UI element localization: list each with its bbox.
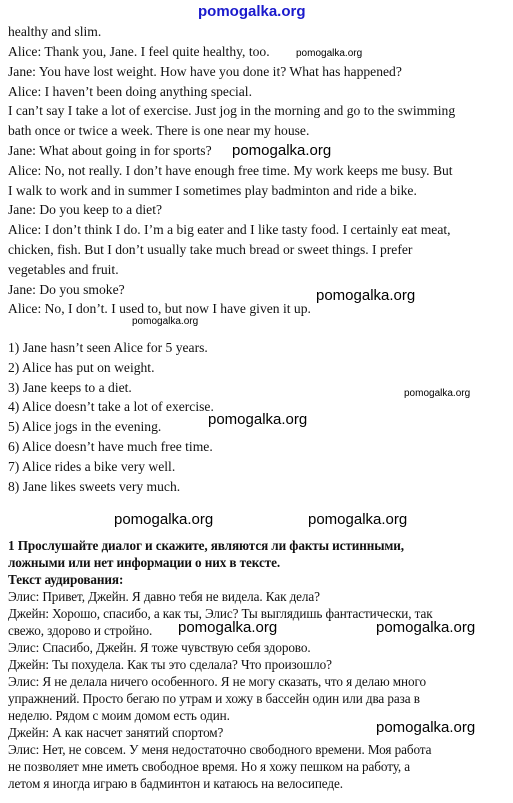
dialogue-line-ru: Элис: Нет, не совсем. У меня недостаточно свободного времени. Моя работа [8,742,432,757]
dialogue-line: vegetables and fruit. [8,262,119,277]
dialogue-line-ru: Джейн: А как насчет занятий спортом? [8,725,224,740]
dialogue-line: Alice: No, I don’t. I used to, but now I have given it up. [8,301,311,316]
dialogue-line: Jane: What about going in for sports? [8,143,212,158]
dialogue-line-ru: Элис: Спасибо, Джейн. Я тоже чувствую себя здорово. [8,640,311,655]
statement-item: 1) Jane hasn’t seen Alice for 5 years. [8,340,208,355]
task-instruction: ложными или нет информации о них в тексте. [8,555,281,570]
watermark: pomogalka.org [132,316,199,327]
dialogue-line: I walk to work and in summer I sometimes play badminton and ride a bike. [8,183,417,198]
dialogue-line-ru: летом я иногда играю в бадминтон и катаюсь на велосипеде. [8,776,343,791]
dialogue-line: chicken, fish. But I don’t usually take much bread or sweet things. I prefer [8,242,413,257]
statement-item: 5) Alice jogs in the evening. [8,419,162,434]
dialogue-line-ru: упражнений. Просто бегаю по утрам и хожу в бассейн один или два раза в [8,691,420,706]
watermark-top: pomogalka.org [198,3,306,20]
watermark: pomogalka.org [296,48,363,59]
statement-item: 2) Alice has put on weight. [8,360,155,375]
watermark: pomogalka.org [376,719,476,736]
dialogue-line: Alice: I don’t think I do. I’m a big eater and I like tasty food. I certainly eat meat, [8,222,451,237]
dialogue-line: I can’t say I take a lot of exercise. Just jog in the morning and go to the swimming [8,103,456,118]
dialogue-line-ru: Джейн: Хорошо, спасибо, а как ты, Элис? Ты выглядишь фантастически, так [8,606,433,621]
dialogue-line-ru: свежо, здорово и стройно. [8,623,153,638]
watermark: pomogalka.org [316,287,416,304]
dialogue-line-ru: Элис: Привет, Джейн. Я давно тебя не видела. Как дела? [8,589,320,604]
dialogue-line: Jane: You have lost weight. How have you done it? What has happened? [8,64,402,79]
dialogue-line: Jane: Do you smoke? [8,282,125,297]
watermark: pomogalka.org [178,619,278,636]
watermark: pomogalka.org [376,619,476,636]
dialogue-line-ru: неделю. Рядом с моим домом есть один. [8,708,230,723]
watermark: pomogalka.org [308,511,408,528]
dialogue-line: healthy and slim. [8,24,102,39]
statement-item: 8) Jane likes sweets very much. [8,479,181,494]
dialogue-line-ru: Элис: Я не делала ничего особенного. Я не могу сказать, что я делаю много [8,674,426,689]
dialogue-line: Jane: Do you keep to a diet? [8,202,163,217]
watermark: pomogalka.org [232,142,332,159]
statement-item: 6) Alice doesn’t have much free time. [8,439,213,454]
audio-heading: Текст аудирования: [8,572,124,587]
watermark: pomogalka.org [208,411,308,428]
statement-item: 4) Alice doesn’t take a lot of exercise. [8,399,214,414]
dialogue-line: bath once or twice a week. There is one near my house. [8,123,310,138]
watermark: pomogalka.org [404,388,471,399]
statement-item: 3) Jane keeps to a diet. [8,380,132,395]
watermark: pomogalka.org [114,511,214,528]
dialogue-line-ru: не позволяет мне иметь свободное время. Но я хожу пешком на работу, а [8,759,411,774]
dialogue-line: Alice: No, not really. I don’t have enough free time. My work keeps me busy. But [8,163,453,178]
dialogue-line: Alice: I haven’t been doing anything special. [8,84,252,99]
task-instruction: 1 Прослушайте диалог и скажите, являются ли факты истинными, [8,538,404,553]
statement-item: 7) Alice rides a bike very well. [8,459,176,474]
dialogue-line-ru: Джейн: Ты похудела. Как ты это сделала? Что произошло? [8,657,332,672]
dialogue-line: Alice: Thank you, Jane. I feel quite healthy, too. [8,44,270,59]
